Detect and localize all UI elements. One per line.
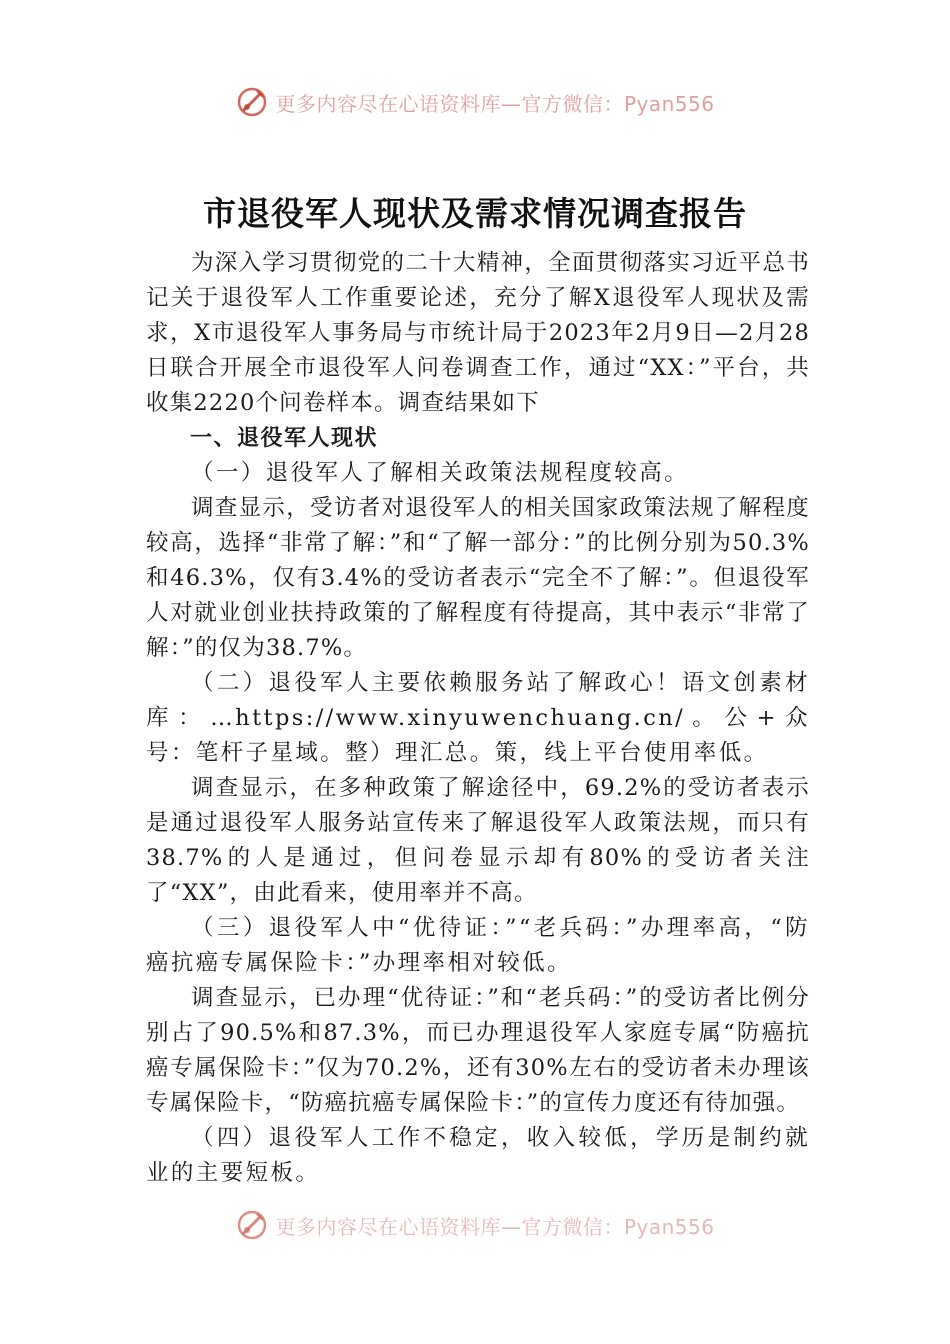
body-paragraph: 调查显示，已办理“优待证：”和“老兵码：”的受访者比例分别占了90.5%和87.3%，而已办理退役军人家庭专属“防癌抗癌专属保险卡：”仅为70.2%，还有30%左右的受访者未办理该专属保险卡，“防癌抗癌专属保险卡：”的宣传力度还有待加强。 bbox=[146, 985, 810, 1116]
section-heading: 一、退役军人现状 bbox=[190, 426, 379, 451]
watermark-footer bbox=[0, 1208, 950, 1242]
watermark-logo-icon bbox=[235, 1208, 269, 1242]
body-paragraph: 调查显示，在多种政策了解途径中，69.2%的受访者表示是通过退役军人服务站宣传来了解退役军人政策法规，而只有38.7%的人是通过，但问卷显示却有80%的受访者关注了“XX”，由此看来，使用率并不高。 bbox=[146, 775, 810, 906]
watermark-text: 更多内容尽在心语资料库—官方微信：Pyan556 bbox=[275, 91, 715, 116]
watermark-text: 更多内容尽在心语资料库—官方微信：Pyan556 bbox=[275, 1214, 715, 1239]
subsection-heading: （二）退役军人主要依赖服务站了解政心！语文创素材库：…https://www.xinyuwenchuang.cn/。公+众号：笔杆子星域。整）理汇总。策，线上平台使用率低。 bbox=[146, 670, 810, 766]
subsection-heading: （一）退役军人了解相关政策法规程度较高。 bbox=[191, 460, 690, 486]
body-paragraph: 调查显示，受访者对退役军人的相关国家政策法规了解程度较高，选择“非常了解：”和“了解一部分：”的比例分别为50.3%和46.3%，仅有3.4%的受访者表示“完全不了解：”。但退役军人对就业创业扶持政策的了解程度有待提高，其中表示“非常了解：”的仅为38.7%。 bbox=[146, 495, 810, 661]
document-body bbox=[146, 246, 810, 1191]
subsection-heading: （三）退役军人中“优待证：”“老兵码：”办理率高，“防癌抗癌专属保险卡：”办理率相对较低。 bbox=[146, 915, 810, 976]
watermark-logo-icon bbox=[235, 85, 269, 119]
watermark-header bbox=[0, 85, 950, 119]
document-title: 市退役军人现状及需求情况调查报告 bbox=[203, 194, 747, 233]
intro-paragraph: 为深入学习贯彻党的二十大精神，全面贯彻落实习近平总书记关于退役军人工作重要论述，充分了解X退役军人现状及需求，X市退役军人事务局与市统计局于2023年2月9日—2月28日联合开展全市退役军人问卷调查工作，通过“XX：”平台，共收集2220个问卷样本。调查结果如下 bbox=[146, 250, 810, 416]
subsection-heading: （四）退役军人工作不稳定，收入较低，学历是制约就业的主要短板。 bbox=[146, 1125, 810, 1186]
